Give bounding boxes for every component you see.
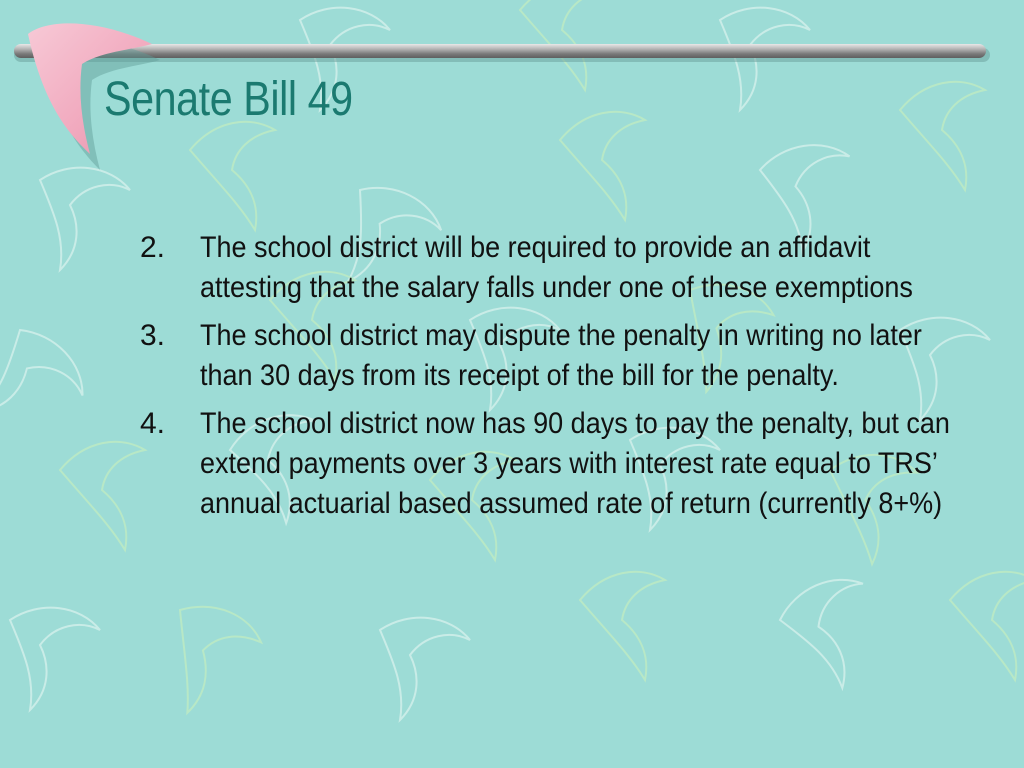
list-item-number: 4. [140, 407, 166, 440]
list-item [140, 404, 980, 524]
numbered-list [140, 228, 980, 532]
list-item-number: 3. [140, 319, 166, 352]
list-item-number: 2. [140, 231, 166, 264]
list-item-text: The school district now has 90 days to pay the penalty, but can extend payments over 3 years with interest rate equal to TRS’ annual actuarial based assumed rate of return (currently 8+%) [200, 407, 950, 520]
list-item-text: The school district may dispute the penalty in writing no later than 30 days from its receipt of the bill for the penalty. [200, 319, 922, 392]
list-item [140, 228, 980, 308]
slide-title: Senate Bill 49 [104, 73, 353, 126]
list-item-text: The school district will be required to provide an affidavit attesting that the salary falls under one of these exemptions [200, 231, 913, 304]
list-item [140, 316, 980, 396]
